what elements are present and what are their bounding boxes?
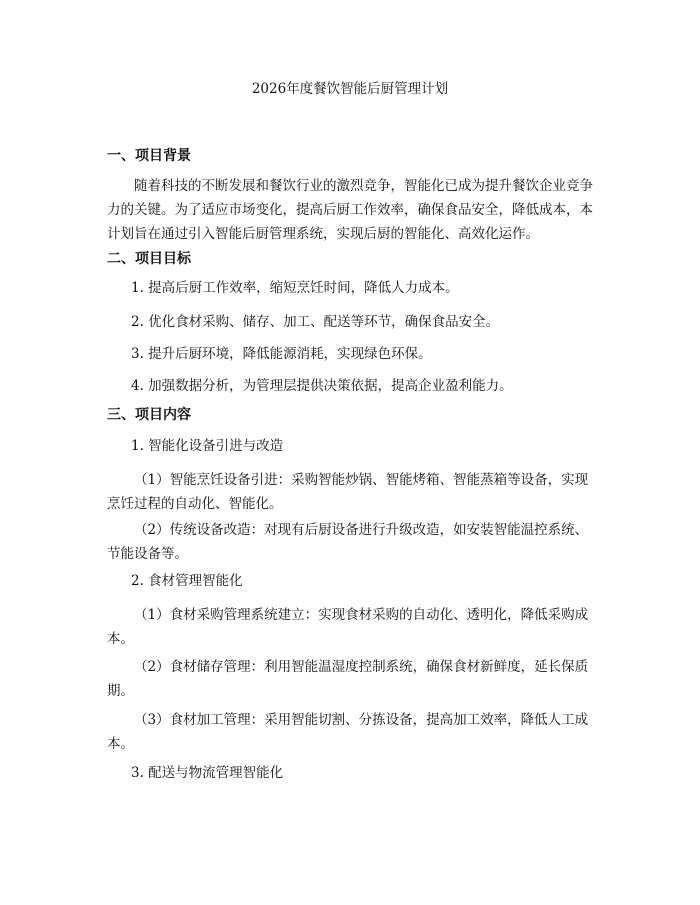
section-heading-background: 一、项目背景 [107, 148, 191, 164]
content-subsection-1-paragraph-1: （1）智能烹饪设备引进：采购智能炒锅、智能烤箱、智能蒸箱等设备，实现烹饪过程的自动化、智能化。 [107, 472, 589, 512]
goal-item-2: 2. 优化食材采购、储存、加工、配送等环节，确保食品安全。 [131, 314, 500, 330]
content-subsection-3-title: 3. 配送与物流管理智能化 [131, 765, 284, 781]
content-subsection-2-paragraph-1: （1）食材采购管理系统建立：实现食材采购的自动化、透明化，降低采购成本。 [107, 607, 589, 647]
content-subsection-2-title: 2. 食材管理智能化 [131, 573, 243, 589]
goal-item-4: 4. 加强数据分析，为管理层提供决策依据，提高企业盈利能力。 [131, 378, 513, 394]
section-heading-content: 三、项目内容 [107, 407, 191, 423]
section-heading-goals: 二、项目目标 [107, 251, 191, 267]
content-subsection-1-paragraph-2: （2）传统设备改造：对现有后厨设备进行升级改造，如安装智能温控系统、节能设备等。 [107, 522, 589, 562]
background-paragraph: 随着科技的不断发展和餐饮行业的激烈竞争，智能化已成为提升餐饮企业竞争力的关键。为了适应市场变化，提高后厨工作效率，确保食品安全，降低成本，本计划旨在通过引入智能后厨管理系统，实现后厨的智能化、高效化运作。 [107, 178, 593, 242]
content-subsection-1-title: 1. 智能化设备引进与改造 [131, 438, 284, 454]
document-title: 2026年度餐饮智能后厨管理计划 [251, 81, 449, 97]
content-subsection-2-paragraph-3: （3）食材加工管理：采用智能切割、分拣设备，提高加工效率，降低人工成本。 [107, 712, 589, 752]
content-subsection-2-paragraph-2: （2）食材储存管理：利用智能温湿度控制系统，确保食材新鲜度，延长保质期。 [107, 659, 589, 699]
goal-item-3: 3. 提升后厨环境，降低能源消耗，实现绿色环保。 [131, 346, 432, 362]
goal-item-1: 1. 提高后厨工作效率，缩短烹饪时间，降低人力成本。 [131, 280, 459, 296]
